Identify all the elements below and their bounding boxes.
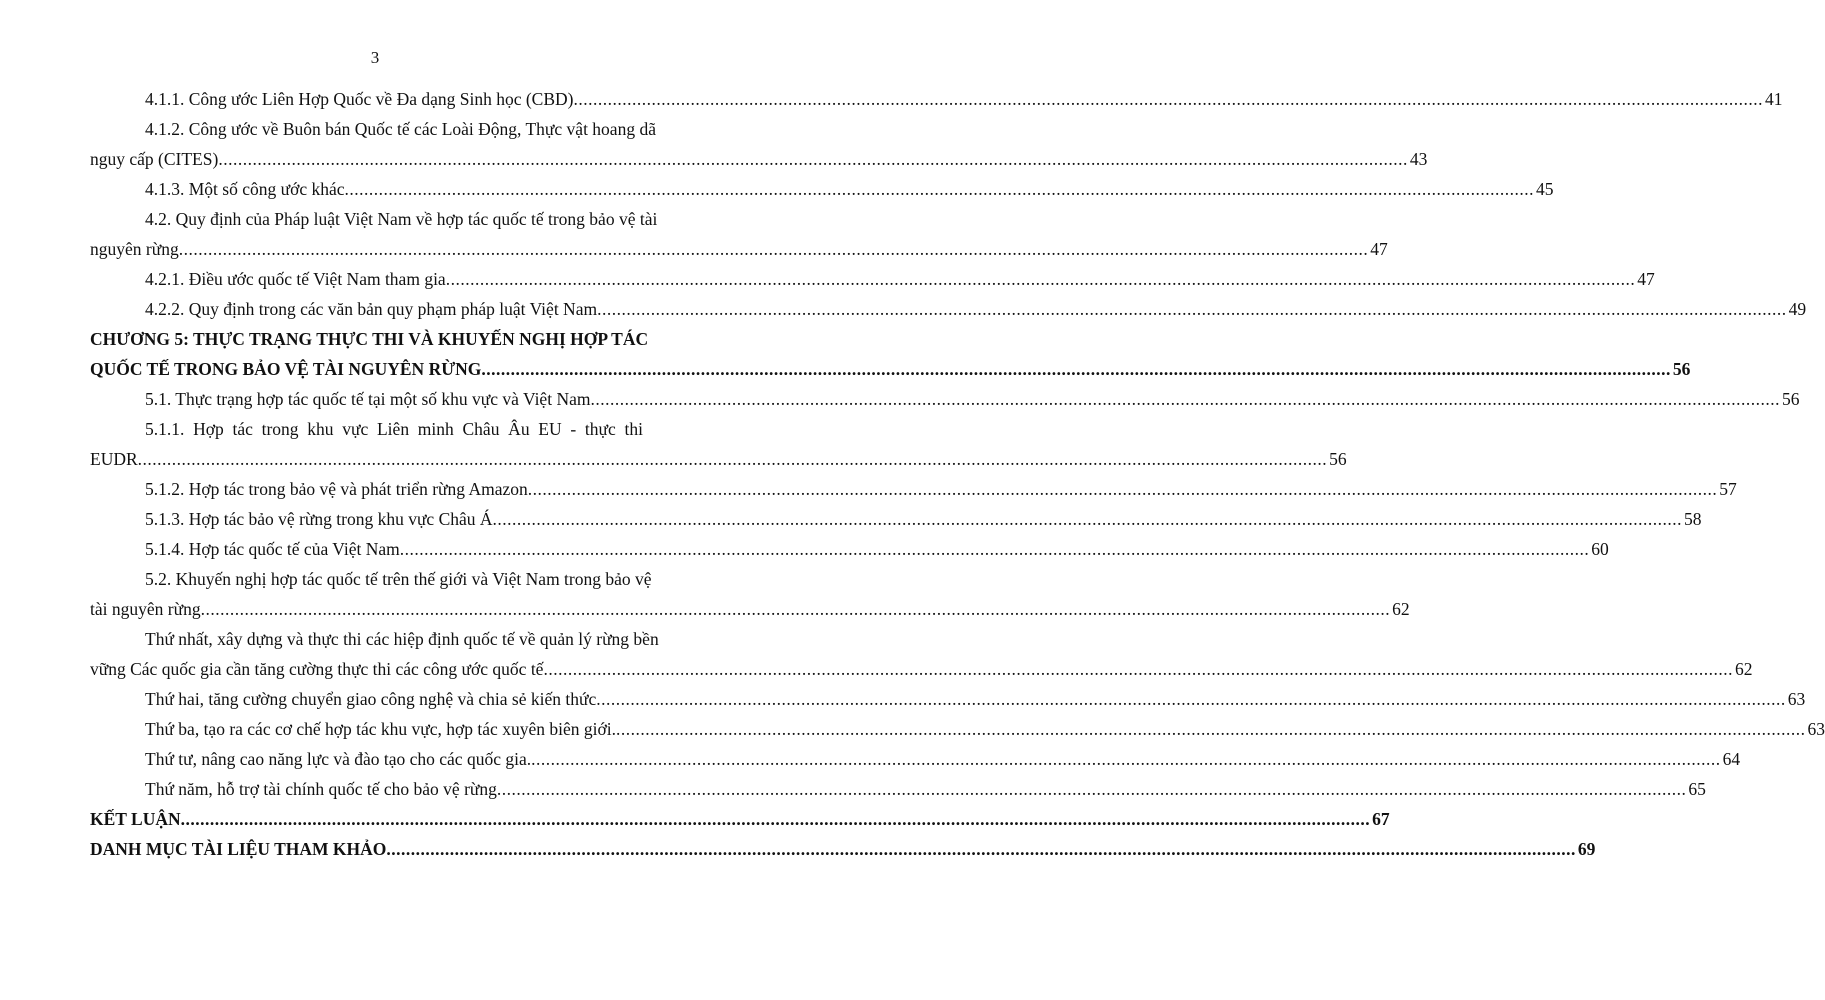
- dot-leader: ....................................................................................................................................................................................................................................................: [399, 539, 1590, 559]
- toc-entry-title: 4.2.1. Điều ước quốc tế Việt Nam tham gia: [145, 269, 446, 289]
- toc-entry[interactable]: [90, 386, 1800, 413]
- toc-entry-title-line1: 4.2. Quy định của Pháp luật Việt Nam về hợp tác quốc tế trong bảo vệ tài: [145, 209, 658, 229]
- toc-entry-title: Thứ hai, tăng cường chuyển giao công nghệ và chia sẻ kiến thức: [145, 689, 597, 709]
- toc-entry-page: 65: [1688, 779, 1706, 799]
- toc-entry-title: nguyên rừng: [90, 239, 179, 259]
- dot-leader: ....................................................................................................................................................................................................................................................: [178, 239, 1369, 259]
- dot-leader: ....................................................................................................................................................................................................................................................: [597, 299, 1787, 319]
- toc-entry[interactable]: [90, 266, 1655, 293]
- toc-entry-page: 60: [1591, 539, 1609, 559]
- toc-entry-title: KẾT LUẬN: [90, 809, 181, 829]
- toc-entry[interactable]: [90, 146, 1428, 173]
- toc-entry-page: 49: [1788, 299, 1807, 319]
- toc-entry[interactable]: [90, 296, 1807, 323]
- toc-chapter-entry[interactable]: [90, 836, 1596, 863]
- toc-entry-title: vững Các quốc gia cần tăng cường thực thi các công ước quốc tế: [90, 659, 544, 679]
- toc-entry[interactable]: [90, 506, 1702, 533]
- toc-entry-page: 45: [1536, 179, 1554, 199]
- toc-entry[interactable]: [90, 686, 1806, 713]
- dot-leader: ....................................................................................................................................................................................................................................................: [496, 779, 1687, 799]
- toc-entry-title: 5.1. Thực trạng hợp tác quốc tế tại một số khu vực và Việt Nam: [145, 389, 591, 409]
- toc-entry-page: 67: [1372, 809, 1390, 829]
- toc-entry-title: EUDR: [90, 449, 138, 469]
- toc-entry[interactable]: [90, 176, 1554, 203]
- toc-entry[interactable]: [90, 776, 1706, 803]
- dot-leader: ....................................................................................................................................................................................................................................................: [527, 479, 1718, 499]
- toc-entry[interactable]: [90, 236, 1388, 263]
- toc-entry-title: 4.2.2. Quy định trong các văn bản quy phạm pháp luật Việt Nam: [145, 299, 598, 319]
- toc-entry-page: 56: [1672, 359, 1691, 379]
- toc-entry-title: 5.1.2. Hợp tác trong bảo vệ và phát triển rừng Amazon: [145, 479, 528, 499]
- toc-entry-page: 64: [1722, 749, 1741, 769]
- toc-entry-page: 56: [1329, 449, 1347, 469]
- toc-entry-title: QUỐC TẾ TRONG BẢO VỆ TÀI NGUYÊN RỪNG: [90, 359, 482, 379]
- toc-entry[interactable]: [90, 476, 1737, 503]
- dot-leader: ....................................................................................................................................................................................................................................................: [445, 269, 1636, 289]
- toc-entry-title: Thứ năm, hỗ trợ tài chính quốc tế cho bảo vệ rừng: [145, 779, 497, 799]
- toc-entry[interactable]: [90, 716, 1825, 743]
- dot-leader: ....................................................................................................................................................................................................................................................: [218, 149, 1408, 169]
- dot-leader: ....................................................................................................................................................................................................................................................: [543, 659, 1733, 679]
- toc-entry-page: 62: [1734, 659, 1753, 679]
- dot-leader: ....................................................................................................................................................................................................................................................: [531, 749, 1721, 769]
- toc-entry-title: 4.1.1. Công ước Liên Hợp Quốc về Đa dạng Sinh học (CBD): [145, 89, 574, 109]
- dot-leader: ....................................................................................................................................................................................................................................................: [386, 839, 1576, 859]
- toc-entry[interactable]: [90, 596, 1410, 623]
- dot-leader: ....................................................................................................................................................................................................................................................: [481, 359, 1671, 379]
- toc-entry[interactable]: [90, 536, 1609, 563]
- toc-entry-title-line1: Thứ nhất, xây dựng và thực thi các hiệp định quốc tế về quản lý rừng bền: [145, 629, 659, 649]
- toc-entry-title: 5.1.4. Hợp tác quốc tế của Việt Nam: [145, 539, 400, 559]
- dot-leader: ....................................................................................................................................................................................................................................................: [137, 449, 1328, 469]
- dot-leader: ....................................................................................................................................................................................................................................................: [492, 509, 1683, 529]
- dot-leader: ....................................................................................................................................................................................................................................................: [180, 809, 1371, 829]
- toc-entry-page: 56: [1781, 389, 1800, 409]
- toc-chapter-entry[interactable]: [90, 806, 1390, 833]
- toc-entry-page: 63: [1787, 689, 1806, 709]
- toc-entry-title: nguy cấp (CITES): [90, 149, 219, 169]
- dot-leader: ....................................................................................................................................................................................................................................................: [573, 89, 1763, 109]
- dot-leader: ....................................................................................................................................................................................................................................................: [615, 719, 1806, 739]
- toc-entry-page: 43: [1409, 149, 1428, 169]
- dot-leader: ....................................................................................................................................................................................................................................................: [590, 389, 1780, 409]
- dot-leader: ....................................................................................................................................................................................................................................................: [200, 599, 1391, 619]
- toc-entry-title: DANH MỤC TÀI LIỆU THAM KHẢO: [90, 839, 387, 859]
- toc-entry-page: 69: [1577, 839, 1596, 859]
- dot-leader: ....................................................................................................................................................................................................................................................: [344, 179, 1535, 199]
- toc-entry-page: 62: [1392, 599, 1410, 619]
- toc-entry-page: 41: [1765, 89, 1783, 109]
- dot-leader: ....................................................................................................................................................................................................................................................: [596, 689, 1786, 709]
- chapter-heading-line1: CHƯƠNG 5: THỰC TRẠNG THỰC THI VÀ KHUYẾN NGHỊ HỢP TÁC: [90, 329, 649, 349]
- toc-entry-page: 47: [1637, 269, 1655, 289]
- toc-entry-title: 5.1.3. Hợp tác bảo vệ rừng trong khu vực Châu Á: [145, 509, 493, 529]
- toc-entry-title: tài nguyên rừng: [90, 599, 201, 619]
- toc-entry[interactable]: [90, 746, 1741, 773]
- toc-entry-page: 47: [1370, 239, 1388, 259]
- toc-entry-page: 63: [1807, 719, 1825, 739]
- toc-chapter-entry[interactable]: [90, 356, 1691, 383]
- toc-entry-page: 57: [1719, 479, 1737, 499]
- toc-entry[interactable]: [90, 446, 1347, 473]
- toc-entry[interactable]: [90, 86, 1783, 113]
- toc-entry-title-line1: 5.1.1. Hợp tác trong khu vực Liên minh Châu Âu EU - thực thi: [145, 419, 643, 439]
- page-number: 3: [370, 48, 380, 67]
- toc-entry[interactable]: [90, 656, 1753, 683]
- toc-entry-page: 58: [1684, 509, 1702, 529]
- toc-entry-title: Thứ tư, nâng cao năng lực và đào tạo cho các quốc gia.: [145, 749, 532, 769]
- toc-entry-title: 4.1.3. Một số công ước khác: [145, 179, 345, 199]
- toc-entry-title-line1: 4.1.2. Công ước về Buôn bán Quốc tế các Loài Động, Thực vật hoang dã: [145, 119, 656, 139]
- toc-entry-title: Thứ ba, tạo ra các cơ chế hợp tác khu vực, hợp tác xuyên biên giới.: [145, 719, 616, 739]
- toc-entry-title-line1: 5.2. Khuyến nghị hợp tác quốc tế trên thế giới và Việt Nam trong bảo vệ: [145, 569, 652, 589]
